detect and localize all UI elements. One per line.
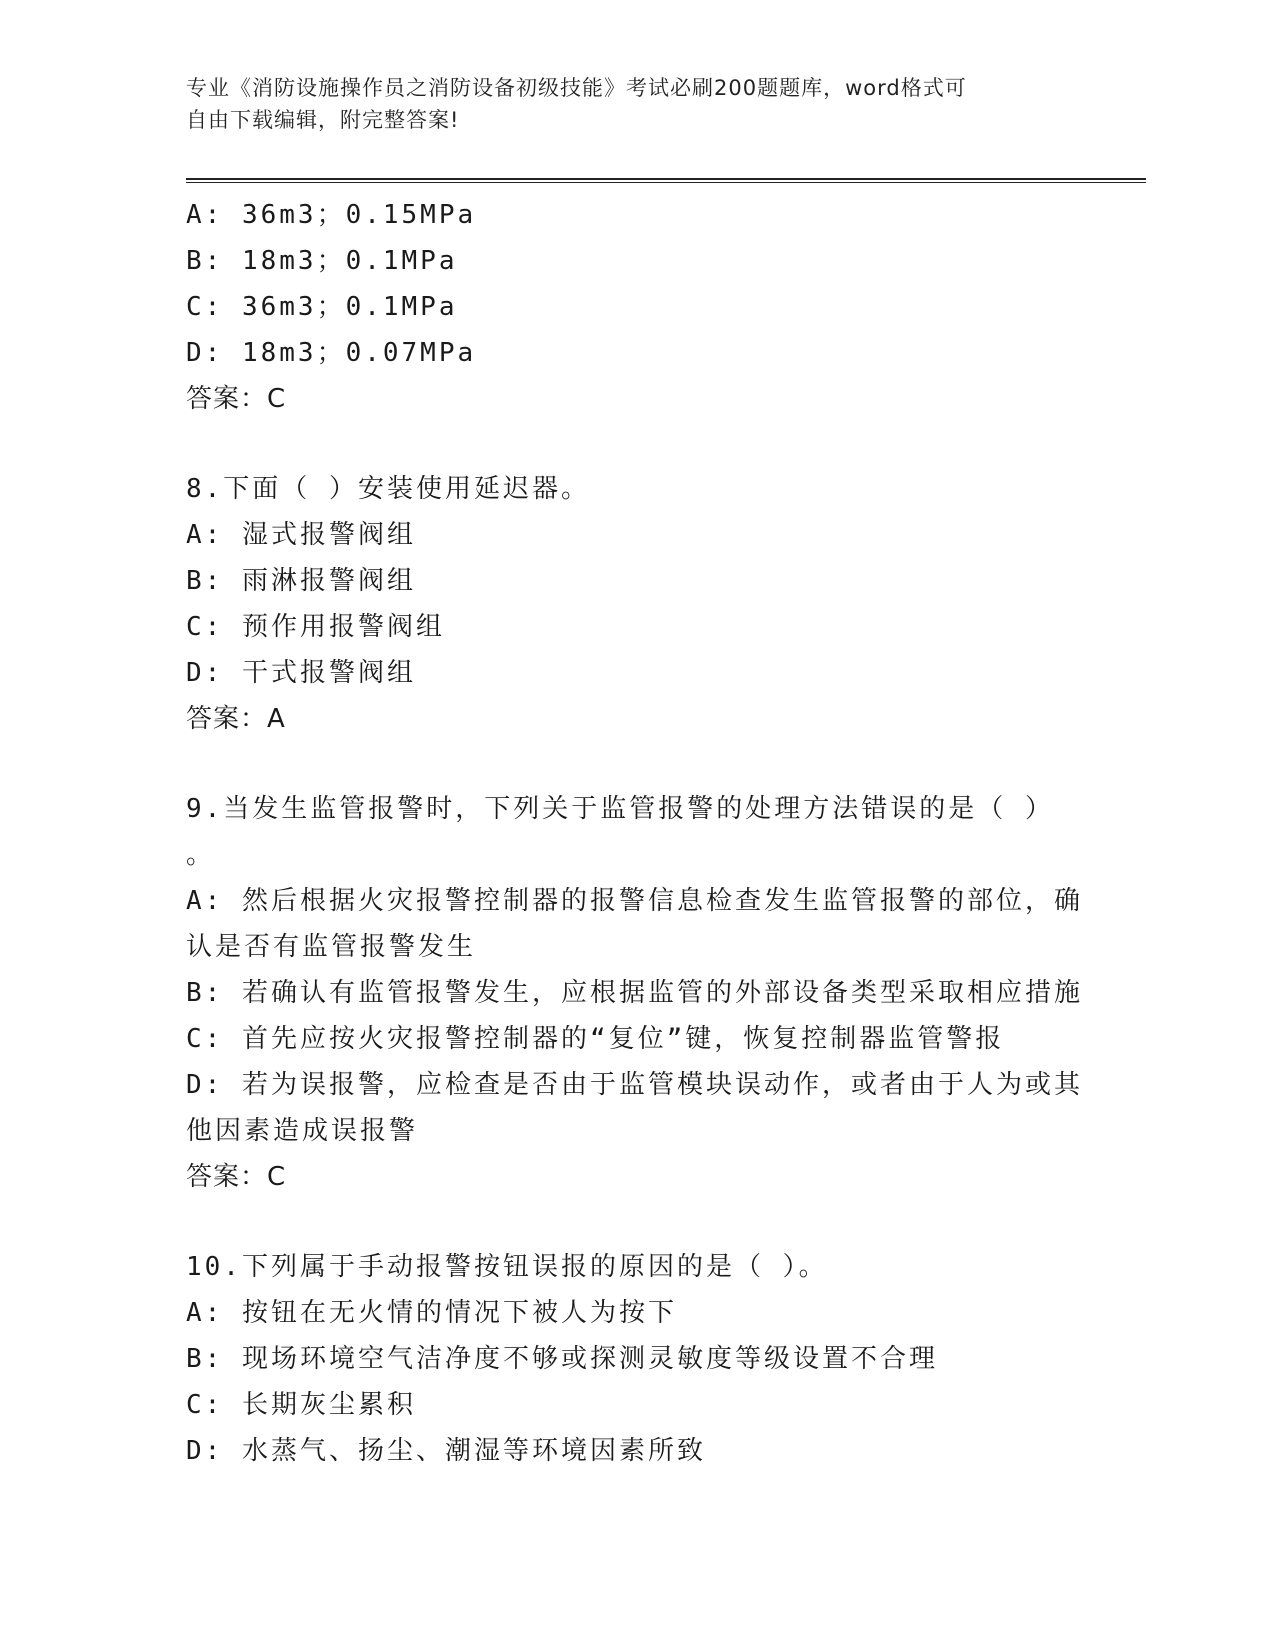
- option-d: D: 干式报警阀组: [186, 658, 416, 688]
- option-a: A: 按钮在无火情的情况下被人为按下: [186, 1298, 677, 1328]
- header-divider-thick: [186, 178, 1146, 180]
- option-b: B: 18m3；0.1MPa: [186, 246, 458, 276]
- question-text-line-1: 9.当发生监管报警时，下列关于监管报警的处理方法错误的是（ ）: [186, 794, 1054, 824]
- option-c: C: 长期灰尘累积: [186, 1390, 416, 1420]
- option-d-line-1: D: 若为误报警，应检查是否由于监管模块误动作，或者由于人为或其: [186, 1070, 1083, 1100]
- option-c: C: 36m3；0.1MPa: [186, 292, 458, 322]
- spacer: [186, 422, 1086, 466]
- answer: 答案：C: [186, 1162, 287, 1192]
- option-d: D: 水蒸气、扬尘、潮湿等环境因素所致: [186, 1436, 706, 1466]
- option-c: C: 首先应按火灾报警控制器的“复位”键，恢复控制器监管警报: [186, 1024, 1005, 1054]
- spacer: [186, 1200, 1086, 1244]
- question-8: [186, 466, 1086, 742]
- option-b: B: 雨淋报警阀组: [186, 566, 416, 596]
- option-a: A: 湿式报警阀组: [186, 520, 416, 550]
- option-d: D: 18m3；0.07MPa: [186, 338, 477, 368]
- option-b: B: 若确认有监管报警发生，应根据监管的外部设备类型采取相应措施: [186, 978, 1083, 1008]
- option-b: B: 现场环境空气洁净度不够或探测灵敏度等级设置不合理: [186, 1344, 938, 1374]
- question-text: 10.下列属于手动报警按钮误报的原因的是（ ）。: [186, 1252, 828, 1282]
- answer: 答案：A: [186, 704, 286, 734]
- header-divider-thin: [186, 182, 1146, 183]
- question-9: [186, 786, 1086, 1200]
- question-text: 8.下面（ ）安装使用延迟器。: [186, 474, 590, 504]
- question-10: [186, 1244, 1086, 1474]
- question-7: [186, 192, 1086, 422]
- header-title-line-1: 专业《消防设施操作员之消防设备初级技能》考试必刷200题题库，word格式可: [186, 76, 967, 100]
- option-a-line-1: A: 然后根据火灾报警控制器的报警信息检查发生监管报警的部位，确: [186, 886, 1083, 916]
- option-a-line-2: 认是否有监管报警发生: [186, 932, 477, 962]
- option-a: A: 36m3；0.15MPa: [186, 200, 477, 230]
- question-list: [186, 192, 1086, 1474]
- question-text-line-2: 。: [186, 840, 216, 870]
- header-title-line-2: 自由下载编辑，附完整答案!: [186, 108, 460, 132]
- option-c: C: 预作用报警阀组: [186, 612, 445, 642]
- spacer: [186, 742, 1086, 786]
- document-header: [186, 72, 1086, 136]
- option-d-line-2: 他因素造成误报警: [186, 1116, 419, 1146]
- answer: 答案：C: [186, 384, 287, 414]
